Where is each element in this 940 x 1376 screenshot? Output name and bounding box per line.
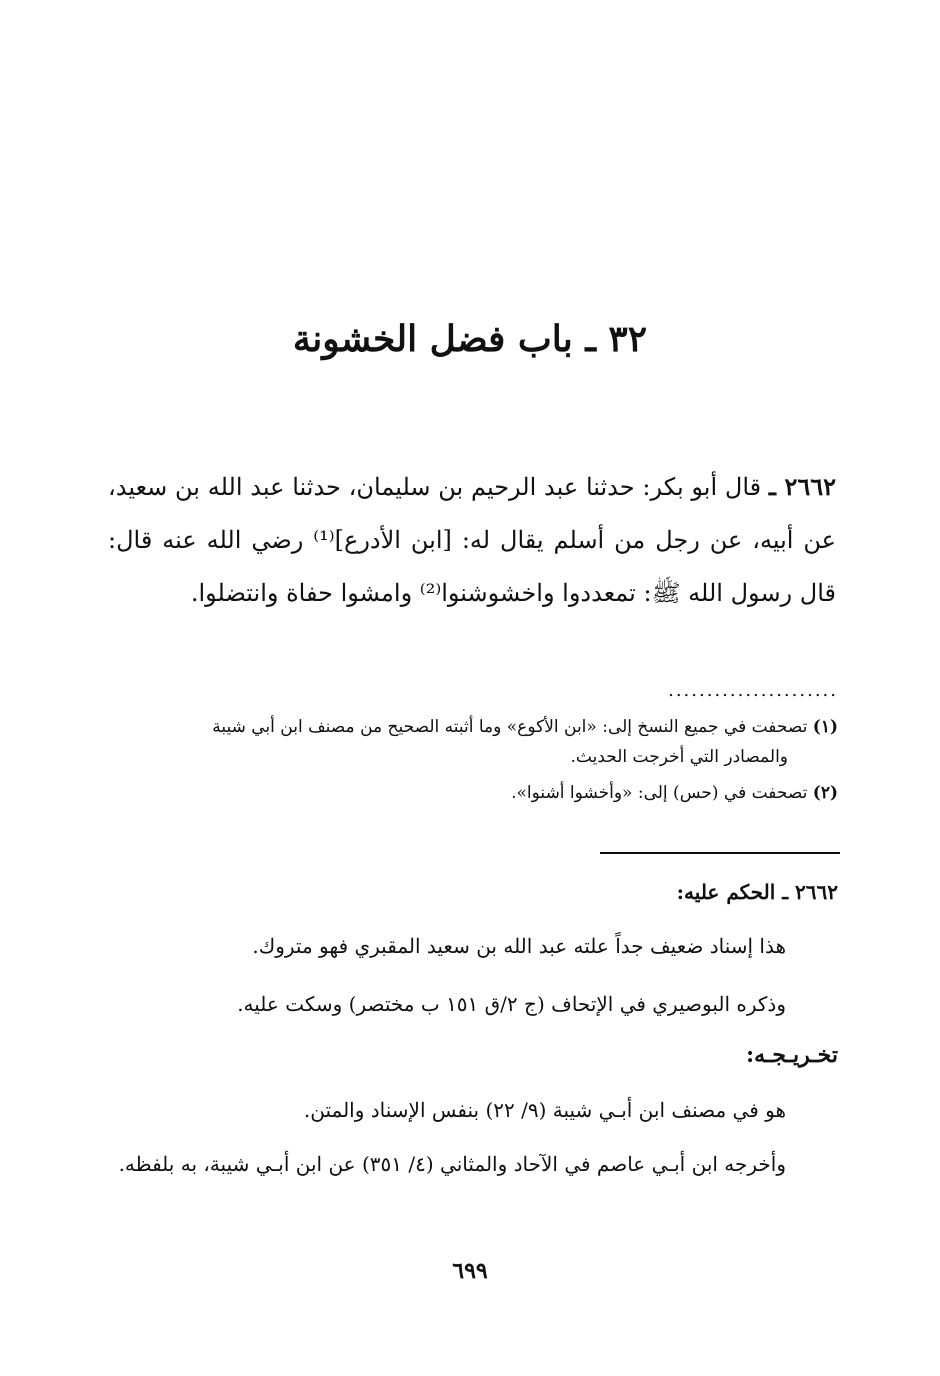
ruling-heading: ٢٦٦٢ ـ الحكم عليه:: [676, 880, 838, 904]
takhrij-heading: تخـريـجـه:: [745, 1042, 838, 1068]
takhrij-paragraph: وأخرجه ابن أبـي عاصم في الآحاد والمثاني (٤/ ٣٥١) عن ابن أبـي شيبة، به بلفظه.: [118, 1152, 786, 1176]
takhrij-paragraph: هو في مصنف ابن أبـي شيبة (٩/ ٢٢) بنفس الإسناد والمتن.: [303, 1098, 786, 1122]
section-divider: [600, 852, 840, 854]
hadith-text-block: [108, 460, 836, 620]
ruling-paragraph: هذا إسناد ضعيف جداً علته عبد الله بن سعيد المقبري فهو متروك.: [252, 934, 786, 958]
footnote-continuation: والمصادر التي أخرجت الحديث.: [570, 747, 788, 767]
footnote-text: تصحفت في جميع النسخ إلى: «ابن الأكوع» وما أثبته الصحيح من مصنف ابن أبي شيبة: [212, 717, 808, 737]
footnote-separator: ......................: [668, 680, 838, 701]
footnote-number: (٢): [812, 783, 838, 803]
footnote-2: [108, 778, 838, 808]
page-number: ٦٩٩: [452, 1258, 488, 1284]
ruling-paragraph: وذكره البوصيري في الإتحاف (ج ٢/ق ١٥١ ب مختصر) وسكت عليه.: [237, 992, 786, 1016]
chapter-title: ٣٢ ـ باب فضل الخشونة: [292, 318, 648, 360]
footnote-number: (١): [812, 717, 838, 737]
hadith-text: قال أبو بكر: حدثنا عبد الرحيم بن سليمان، حدثنا عبد الله بن سعيد، عن أبيه، عن رجل من أسلم يقال له: [ابن الأدرع]⁽¹⁾ رضي الله عنه قال: قال رسول الله ﷺ: تمعددوا واخشوشنوا⁽²⁾ وامشوا حفاة وانتضلوا.: [108, 473, 836, 607]
hadith-number: ٢٦٦٢ ـ: [768, 472, 836, 501]
footnote-1: [108, 712, 838, 772]
footnotes: [108, 712, 838, 814]
footnote-text: تصحفت في (حس) إلى: «وأخشوا أشنوا».: [511, 783, 808, 803]
